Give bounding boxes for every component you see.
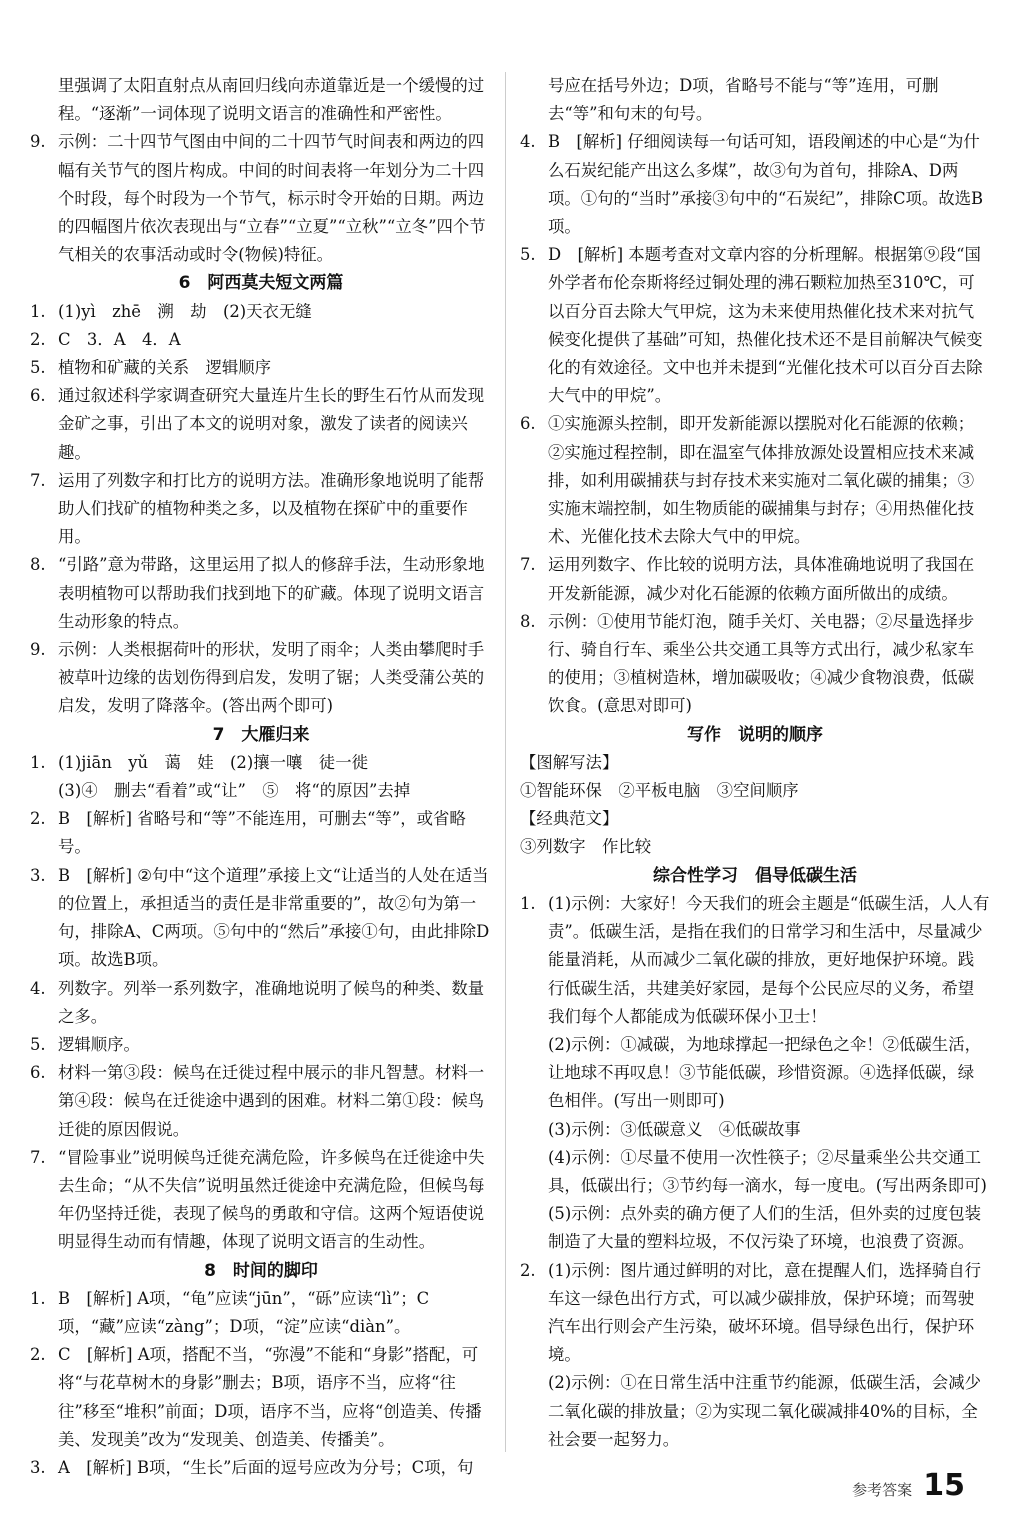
item-text: 示例：①使用节能灯泡，随手关灯、关电器；②尽量选择步行、骑自行车、乘坐公共交通工具等方式出行，减少私家车的使用；③植树造林，增加碳吸收；④减少食物浪费，低碳饮食。(意思对即可) [548, 611, 975, 716]
answer-item [30, 805, 492, 861]
answer-item [30, 354, 492, 382]
answer-continuation: (4)示例：①尽量不使用一次性筷子；②尽量乘坐公共交通工具，低碳出行；③节约每一滴水，每一度电。(写出两条即可) [548, 1147, 987, 1195]
item-text: 植物和矿藏的关系 逻辑顺序 [58, 358, 272, 378]
item-number: 4. [30, 978, 46, 998]
answer-item [30, 467, 492, 552]
item-number: 2. [30, 809, 46, 829]
answer-item [30, 298, 492, 326]
answer-continuation: (3)示例：③低碳意义 ④低碳故事 [548, 1119, 801, 1139]
item-text: “冒险事业”说明候鸟迁徙充满危险，许多候鸟在迁徙途中失去生命；“从不失信”说明虽然迁徙途中充满危险，但候鸟每年仍坚持迁徙，表现了候鸟的勇敢和守信。这两个短语使说明显得生动而有情趣，体现了说明文语言的生动性。 [58, 1147, 485, 1252]
page-footer [852, 1468, 965, 1503]
section-heading: 写作 说明的顺序 [687, 724, 823, 745]
item-number: 7. [30, 470, 46, 490]
item-text: ①实施源头控制，即开发新能源以摆脱对化石能源的依赖；②实施过程控制，即在温室气体排放源处设置相应技术来减排，如利用碳捕获与封存技术来实施对二氧化碳的捕集；③实施末端控制，如生物质能的碳捕集与封存；④用热催化技术、光催化技术去除大气中的甲烷。 [548, 414, 975, 547]
answer-continuation: (5)示例：点外卖的确方便了人们的生活，但外卖的过度包装制造了大量的塑料垃圾，不仅污染了环境，也浪费了资源。 [548, 1204, 981, 1252]
answer-item [30, 551, 492, 636]
answer-item [520, 128, 990, 241]
item-text: 材料一第③段：候鸟在迁徙过程中展示的非凡智慧。材料一第④段：候鸟在迁徙途中遇到的困难。材料二第①段：候鸟迁徙的原因假说。 [58, 1063, 485, 1139]
item-number: 7. [30, 1147, 46, 1167]
answer-continuation: (2)示例：①在日常生活中注重节约能源，低碳生活，会减少二氧化碳的排放量；②为实现二氧化碳减排40%的目标，全社会要一起努力。 [548, 1373, 981, 1449]
item-text: “引路”意为带路，这里运用了拟人的修辞手法，生动形象地表明植物可以帮助我们找到地下的矿藏。体现了说明文语言生动形象的特点。 [58, 555, 485, 631]
answer-item [30, 326, 492, 354]
item-number: 9. [30, 132, 46, 152]
item-number: 6. [30, 386, 46, 406]
item-text: C 3．A 4．A [58, 329, 181, 349]
item-number: 5. [30, 1034, 46, 1054]
item-number: 1. [520, 893, 536, 913]
item-number: 5. [520, 245, 536, 265]
item-text: 通过叙述科学家调查研究大量连片生长的野生石竹从而发现金矿之事，引出了本文的说明对象，激发了读者的阅读兴趣。 [58, 386, 485, 462]
item-number: 8. [520, 611, 536, 631]
answer-line: ③列数字 作比较 [520, 837, 652, 857]
answer-item [520, 551, 990, 607]
item-number: 1. [30, 301, 46, 321]
footer-label: 参考答案 [852, 1481, 913, 1499]
answer-line: ①智能环保 ②平板电脑 ③空间顺序 [520, 781, 799, 801]
answer-item [30, 862, 492, 975]
section-heading: 6 阿西莫夫短文两篇 [178, 273, 344, 294]
item-number: 6. [520, 414, 536, 434]
item-number: 7. [520, 555, 536, 575]
item-text: (1)jiān yǔ 蔼 娃 (2)攘一嚷 徒一徙 [58, 752, 368, 772]
answer-item [520, 608, 990, 721]
left-column [30, 72, 492, 1482]
item-text: 运用列数字、作比较的说明方法，具体准确地说明了我国在开发新能源，减少对化石能源的依赖方面所做出的成绩。 [548, 555, 975, 603]
item-text: C [解析] A项，搭配不当，“弥漫”不能和“身影”搭配，可将“与花草树木的身影”删去；B项，语序不当，应将“往往”移至“堆积”前面；D项，语序不当，应将“创造美、传播美、发现美”改为“发现美、创造美、传播美”。 [58, 1345, 482, 1449]
answer-item [30, 975, 492, 1031]
item-text: B [解析] ②句中“这个道理”承接上文“让适当的人处在适当的位置上，承担适当的责任是非常重要的”，故②句为第一句，排除A、C两项。⑤句中的“然后”承接①句，由此排除D项。故选B项。 [58, 865, 490, 970]
answer-item [30, 749, 492, 777]
answer-item [30, 128, 492, 269]
answer-item [520, 241, 990, 410]
answer-line: 【经典范文】 [520, 809, 619, 829]
item-number: 2. [520, 1260, 536, 1280]
answer-continuation: 号应在括号外边；D项，省略号不能与“等”连用，可删去“等”和句末的句号。 [548, 76, 939, 124]
answer-item [520, 890, 990, 1031]
item-number: 5. [30, 358, 46, 378]
answer-item [30, 382, 492, 467]
item-number: 9. [30, 640, 46, 660]
item-number: 3. [30, 1457, 46, 1477]
answer-item [30, 1341, 492, 1454]
page-number: 15 [923, 1468, 965, 1503]
answer-item [520, 1257, 990, 1370]
item-text: D [解析] 本题考查对文章内容的分析理解。根据第⑨段“国外学者布伦奈斯将经过铜处理的沸石颗粒加热至310℃，可以百分百去除大气甲烷，这为未来使用热催化技术来对抗气候变化提供了基础”可知，热催化技术还不是目前解决气候变化的有效途径。文中也并未提到“光催化技术可以百分百去除大气中的甲烷”。 [548, 245, 983, 406]
answer-item [30, 1144, 492, 1257]
answer-item [30, 1059, 492, 1144]
right-column [520, 72, 990, 1454]
item-text: B [解析] 省略号和“等”不能连用，可删去“等”，或省略号。 [58, 809, 466, 857]
answer-continuation: 里强调了太阳直射点从南回归线向赤道靠近是一个缓慢的过程。“逐渐”一词体现了说明文语言的准确性和严密性。 [58, 76, 485, 124]
item-number: 1. [30, 752, 46, 772]
item-text: (1)yì zhē 溯 劫 (2)天衣无缝 [58, 301, 312, 321]
item-text: (1)示例：大家好！今天我们的班会主题是“低碳生活，人人有责”。低碳生活，是指在我们的日常学习和生活中，尽量减少能量消耗，从而减少二氧化碳的排放，更好地保护环境。践行低碳生活，共建美好家园，是每个公民应尽的义务，希望我们每个人都能成为低碳环保小卫士！ [548, 893, 990, 1026]
item-number: 2. [30, 1345, 46, 1365]
answer-item [30, 1285, 492, 1341]
answer-continuation: (3)④ 删去“看着”或“让” ⑤ 将“的原因”去掉 [58, 781, 411, 801]
section-heading: 综合性学习 倡导低碳生活 [653, 865, 857, 886]
item-number: 2. [30, 329, 46, 349]
item-text: 示例：二十四节气图由中间的二十四节气时间表和两边的四幅有关节气的图片构成。中间的时间表将一年划分为二十四个时段，每个时段为一个节气，标示时令开始的日期。两边的四幅图片依次表现出与“立春”“立夏”“立秋”“立冬”四个节气相关的农事活动或时令(物候)特征。 [58, 132, 486, 265]
section-heading: 8 时间的脚印 [204, 1260, 318, 1281]
answer-item [30, 1031, 492, 1059]
item-text: 示例：人类根据荷叶的形状，发明了雨伞；人类由攀爬时手被草叶边缘的齿划伤得到启发，发明了锯；人类受蒲公英的启发，发明了降落伞。(答出两个即可) [58, 640, 485, 716]
column-divider [505, 72, 506, 1452]
answer-item [30, 1454, 492, 1482]
item-text: 运用了列数字和打比方的说明方法。准确形象地说明了能帮助人们找矿的植物种类之多，以及植物在探矿中的重要作用。 [58, 470, 485, 547]
item-number: 1. [30, 1288, 46, 1308]
item-text: A [解析] B项，“生长”后面的逗号应改为分号；C项，句 [58, 1457, 474, 1477]
section-heading: 7 大雁归来 [212, 724, 310, 745]
item-number: 4. [520, 132, 536, 152]
item-text: 列数字。列举一系列数字，准确地说明了候鸟的种类、数量之多。 [58, 978, 485, 1026]
item-text: B [解析] A项，“龟”应读“jūn”，“砾”应读“lì”；C项，“藏”应读“zàng”；D项，“淀”应读“diàn”。 [58, 1288, 430, 1336]
answer-item [520, 410, 990, 551]
item-text: 逻辑顺序。 [58, 1034, 140, 1054]
item-number: 6. [30, 1063, 46, 1083]
item-number: 8. [30, 555, 46, 575]
answer-line: 【图解写法】 [520, 752, 619, 772]
answer-continuation: (2)示例：①减碳，为地球撑起一把绿色之伞！②低碳生活，让地球不再叹息！③节能低碳，珍惜资源。④选择低碳，绿色相伴。(写出一则即可) [548, 1034, 981, 1111]
item-number: 3. [30, 865, 46, 885]
item-text: B [解析] 仔细阅读每一句话可知，语段阐述的中心是“为什么石炭纪能产出这么多煤”，故③句为首句，排除A、D两项。①句的“当时”承接③句中的“石炭纪”，排除C项。故选B项。 [548, 132, 984, 237]
item-text: (1)示例：图片通过鲜明的对比，意在提醒人们，选择骑自行车这一绿色出行方式，可以减少碳排放，保护环境；而驾驶汽车出行则会产生污染，破坏环境。倡导绿色出行，保护环境。 [548, 1260, 981, 1365]
answer-item [30, 636, 492, 721]
